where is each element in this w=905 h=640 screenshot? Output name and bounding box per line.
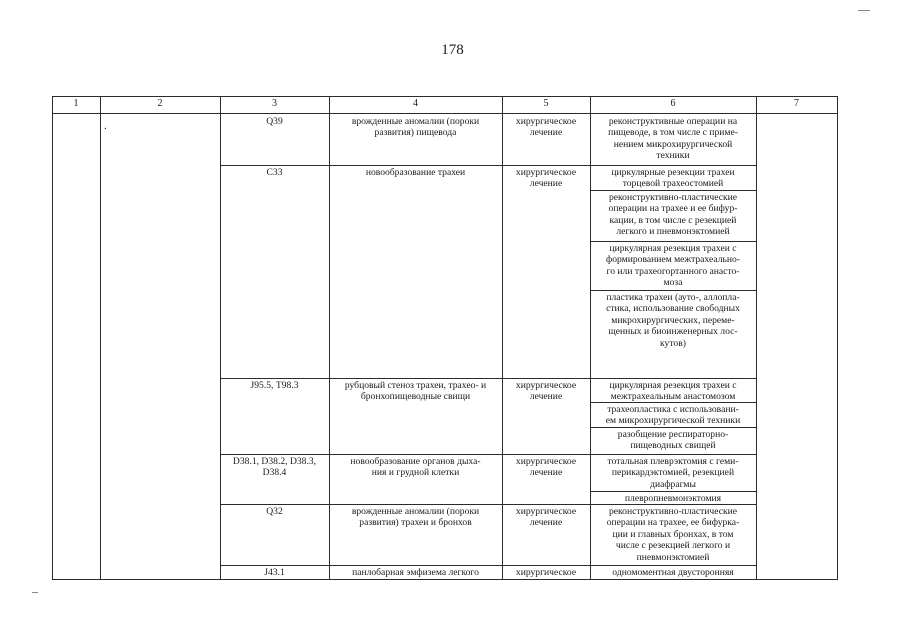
row-separator bbox=[220, 378, 756, 379]
col-border bbox=[756, 96, 757, 580]
method-cell: реконструктивные операции на пищеводе, в том числе с приме- нением микрохирургической техники bbox=[608, 116, 738, 162]
treatment-cell: хирургическое лечение bbox=[515, 116, 577, 139]
code-cell: Q39 bbox=[266, 116, 283, 127]
header-col-2: 2 bbox=[157, 98, 163, 109]
treatment-cell: хирургическое лечение bbox=[515, 167, 577, 190]
method-cell: циркулярная резекция трахеи с межтрахеальным анастомозом bbox=[609, 380, 737, 403]
header-col-4: 4 bbox=[413, 98, 418, 109]
treatment-cell: хирургическое bbox=[515, 567, 577, 578]
table-bottom-border bbox=[52, 579, 838, 580]
col-border bbox=[100, 96, 101, 580]
subrow-separator bbox=[590, 427, 756, 428]
col-border bbox=[837, 96, 838, 580]
treatment-cell: хирургическое лечение bbox=[515, 456, 577, 479]
diagnosis-cell: новообразование трахеи bbox=[365, 167, 466, 178]
header-bottom-border bbox=[52, 113, 838, 114]
method-cell: одномоментная двусторонняя bbox=[612, 567, 734, 578]
subrow-separator bbox=[590, 241, 756, 242]
row-separator bbox=[220, 454, 756, 455]
method-cell: пластика трахеи (ауто-, аллопла- стика, использование свободных микрохирургических, переме- щенных и биоинженерных лос- кутов) bbox=[606, 292, 740, 349]
scan-mark bbox=[858, 10, 870, 11]
header-col-7: 7 bbox=[794, 98, 799, 109]
method-cell: тотальная плеврэктомия с геми- перикардэктомией, резекцией диафрагмы bbox=[607, 456, 739, 490]
code-cell: J43.1 bbox=[264, 567, 285, 578]
header-col-1: 1 bbox=[73, 98, 79, 109]
header-col-5: 5 bbox=[543, 98, 549, 109]
method-cell: плевропневмонэктомия bbox=[624, 493, 722, 504]
method-cell: разобщение респираторно- пищеводных свищей bbox=[617, 429, 729, 452]
code-cell: J95.5, Т98.3 bbox=[250, 380, 299, 391]
subrow-separator bbox=[590, 491, 756, 492]
diagnosis-cell: врожденные аномалии (пороки развития) трахеи и бронхов bbox=[351, 506, 480, 529]
col2-mark: . bbox=[104, 120, 107, 132]
method-cell: трахеопластика с использовани- ем микрохирургической техники bbox=[605, 404, 741, 427]
treatment-cell: хирургическое лечение bbox=[515, 380, 577, 403]
scan-mark bbox=[32, 592, 38, 593]
diagnosis-cell: рубцовый стеноз трахеи, трахео- и бронхопищеводные свищи bbox=[344, 380, 487, 403]
page-number: 178 bbox=[441, 42, 464, 58]
code-cell: Q32 bbox=[266, 506, 283, 517]
subrow-separator bbox=[590, 290, 756, 291]
row-separator bbox=[220, 165, 756, 166]
services-table bbox=[52, 96, 838, 580]
code-cell: D38.1, D38.2, D38.3, D38.4 bbox=[232, 456, 317, 479]
diagnosis-cell: панлобарная эмфизема легкого bbox=[352, 567, 479, 578]
diagnosis-cell: врожденные аномалии (пороки развития) пищевода bbox=[351, 116, 480, 139]
row-separator bbox=[220, 565, 756, 566]
header-col-6: 6 bbox=[670, 98, 676, 109]
treatment-cell: хирургическое лечение bbox=[515, 506, 577, 529]
subrow-separator bbox=[590, 190, 756, 191]
col-border bbox=[52, 96, 53, 580]
header-col-3: 3 bbox=[272, 98, 277, 109]
method-cell: циркулярные резекции трахеи торцевой трахеостомией bbox=[611, 167, 735, 190]
method-cell: реконструктивно-пластические операции на трахее и ее бифур- кации, в том числе с резекцией легкого и пневмонэктомией bbox=[608, 192, 738, 238]
method-cell: циркулярная резекция трахеи с формированием межтрахеально- го или трахеогортанного анасто- моза bbox=[605, 243, 740, 289]
code-cell: С33 bbox=[266, 167, 283, 178]
diagnosis-cell: новообразование органов дыха- ния и грудной клетки bbox=[350, 456, 481, 479]
method-cell: реконструктивно-пластические операции на трахее, ее бифурка- ции и главных бронхах, в том числе с резекцией легкого и пневмонэктомией bbox=[606, 506, 740, 563]
